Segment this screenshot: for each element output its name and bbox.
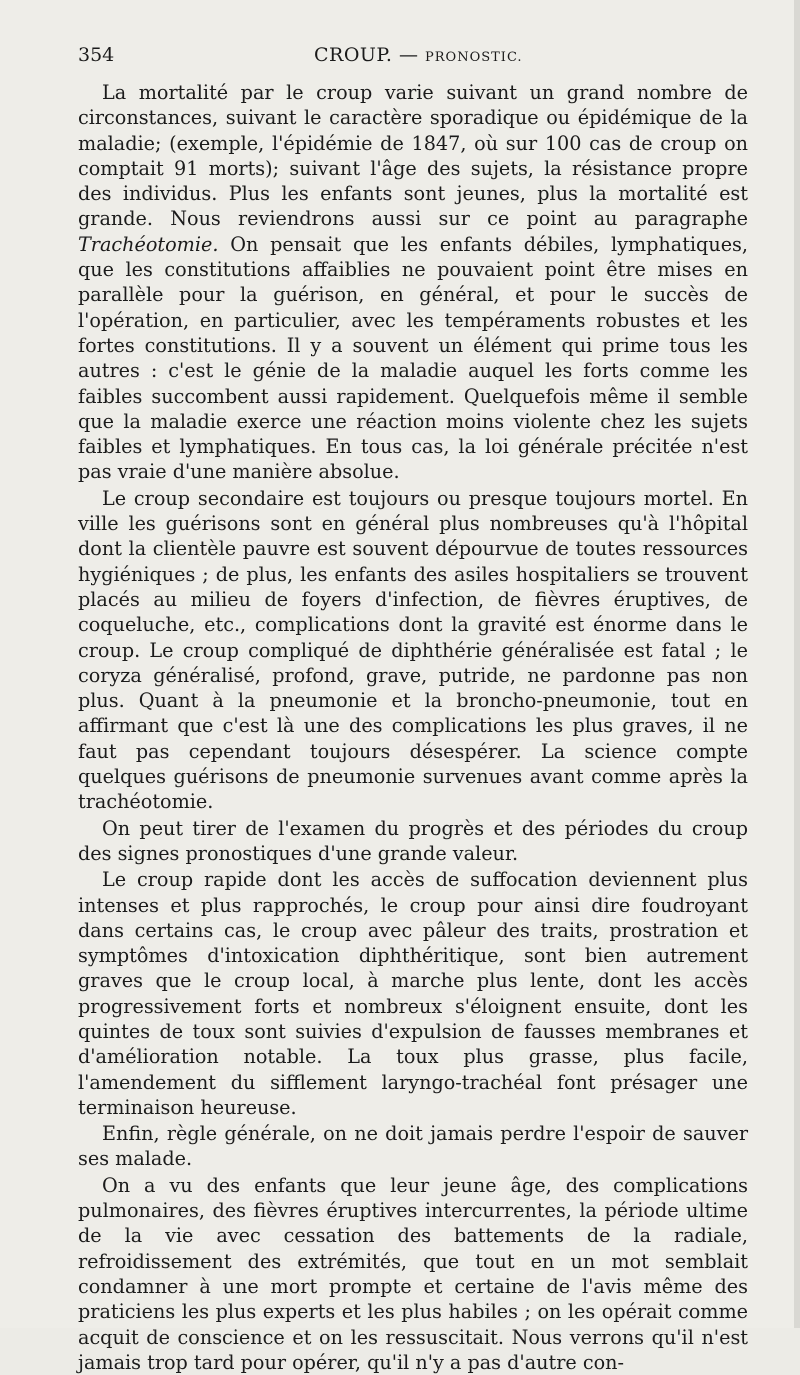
chapter-title: CROUP. (314, 44, 393, 66)
paragraph-secondary-croup: Le croup secondaire est toujours ou presque toujours mortel. En ville les guérisons sont en général plus nombreuses qu'à l'hôpital dont la clientèle pauvre est souvent dépourvue de toutes ressources hygiéniques ; de plus, les enfants des asiles hospitaliers se trouvent placés au milieu de foyers d'infection, de fièvres éruptives, de coqueluche, etc., complications dont la gravité est énorme dans le croup. Le croup compliqué de diphthérie généralisée est fatal ; le coryza généralisé, profond, grave, putride, ne pardonne pas non plus. Quant à la pneumonie et la broncho-pneumonie, tout en affirmant que c'est là une des complications les plus graves, il ne faut pas cependant toujours désespérer. La science compte quelques guérisons de pneumonie survenues avant comme après la trachéotomie. (78, 486, 748, 814)
body-text (78, 80, 748, 1375)
paragraph-general-rule: Enfin, règle générale, on ne doit jamais perdre l'espoir de sauver ses malade. (78, 1122, 748, 1171)
paragraph-young-children: On a vu des enfants que leur jeune âge, des complications pulmonaires, des fièvres éruptives intercurrentes, la période ultime de la vie avec cessation des battements de la radiale, refroidissement des extrémités, que tout en un mot semblait condamner à une mort prompte et certaine de l'avis même des praticiens les plus experts et les plus habiles ; on les opérait comme acquit de conscience et on les ressuscitait. Nous verrons qu'il n'est jamais trop tard pour opérer, qu'il n'y a pas d'autre con- (78, 1173, 748, 1374)
page-number: 354 (78, 44, 115, 66)
title-dash: — (398, 44, 419, 66)
running-title (314, 44, 523, 66)
section-subtitle: PRONOSTIC. (425, 50, 523, 65)
paragraph-1-text: La mortalité par le croup varie suivant un grand nombre de circonstances, suivant le caractère sporadique ou épidémique de la maladie; (exemple, l'épidémie de 1847, où sur 100 cas de croup on comptait 91 morts); suivant l'âge des sujets, la résistance propre des individus. Plus les enfants sont jeunes, plus la mortalité est grande. Nous reviendrons aussi sur ce point au paragraphe (78, 81, 748, 231)
paragraph-1-text-cont: On pensait que les enfants débiles, lymphatiques, que les constitutions affaiblies ne pouvaient point être mises en parallèle pour la guérison, en général, et pour le succès de l'opération, en particulier, avec les tempéraments robustes et les fortes constitutions. Il y a souvent un élément qui prime tous les autres : c'est le génie de la maladie auquel les forts comme les faibles succombent aussi rapidement. Quelquefois même il semble que la maladie exerce une réaction moins violente chez les sujets faibles et lymphatiques. En tous cas, la loi générale précitée n'est pas vraie d'une manière absolue. (78, 232, 748, 484)
running-header (78, 44, 744, 74)
paragraph-rapid-croup: Le croup rapide dont les accès de suffocation deviennent plus intenses et plus rapprochés, le croup pour ainsi dire foudroyant dans certains cas, le croup avec pâleur des traits, prostration et symptômes d'intoxication diphthéritique, sont bien autrement graves que le croup local, à marche plus lente, dont les accès progressivement forts et nombreux s'éloignent ensuite, dont les quintes de toux sont suivies d'expulsion de fausses membranes et d'amélioration notable. La toux plus grasse, plus facile, l'amendement du sifflement laryngo-trachéal font présager une terminaison heureuse. (78, 868, 748, 1119)
tracheotomie-italic: Trachéotomie. (78, 232, 219, 256)
paragraph-prognostic-signs: On peut tirer de l'examen du progrès et des périodes du croup des signes pronostiques d'une grande valeur. (78, 816, 748, 865)
paragraph-mortality (78, 80, 748, 485)
